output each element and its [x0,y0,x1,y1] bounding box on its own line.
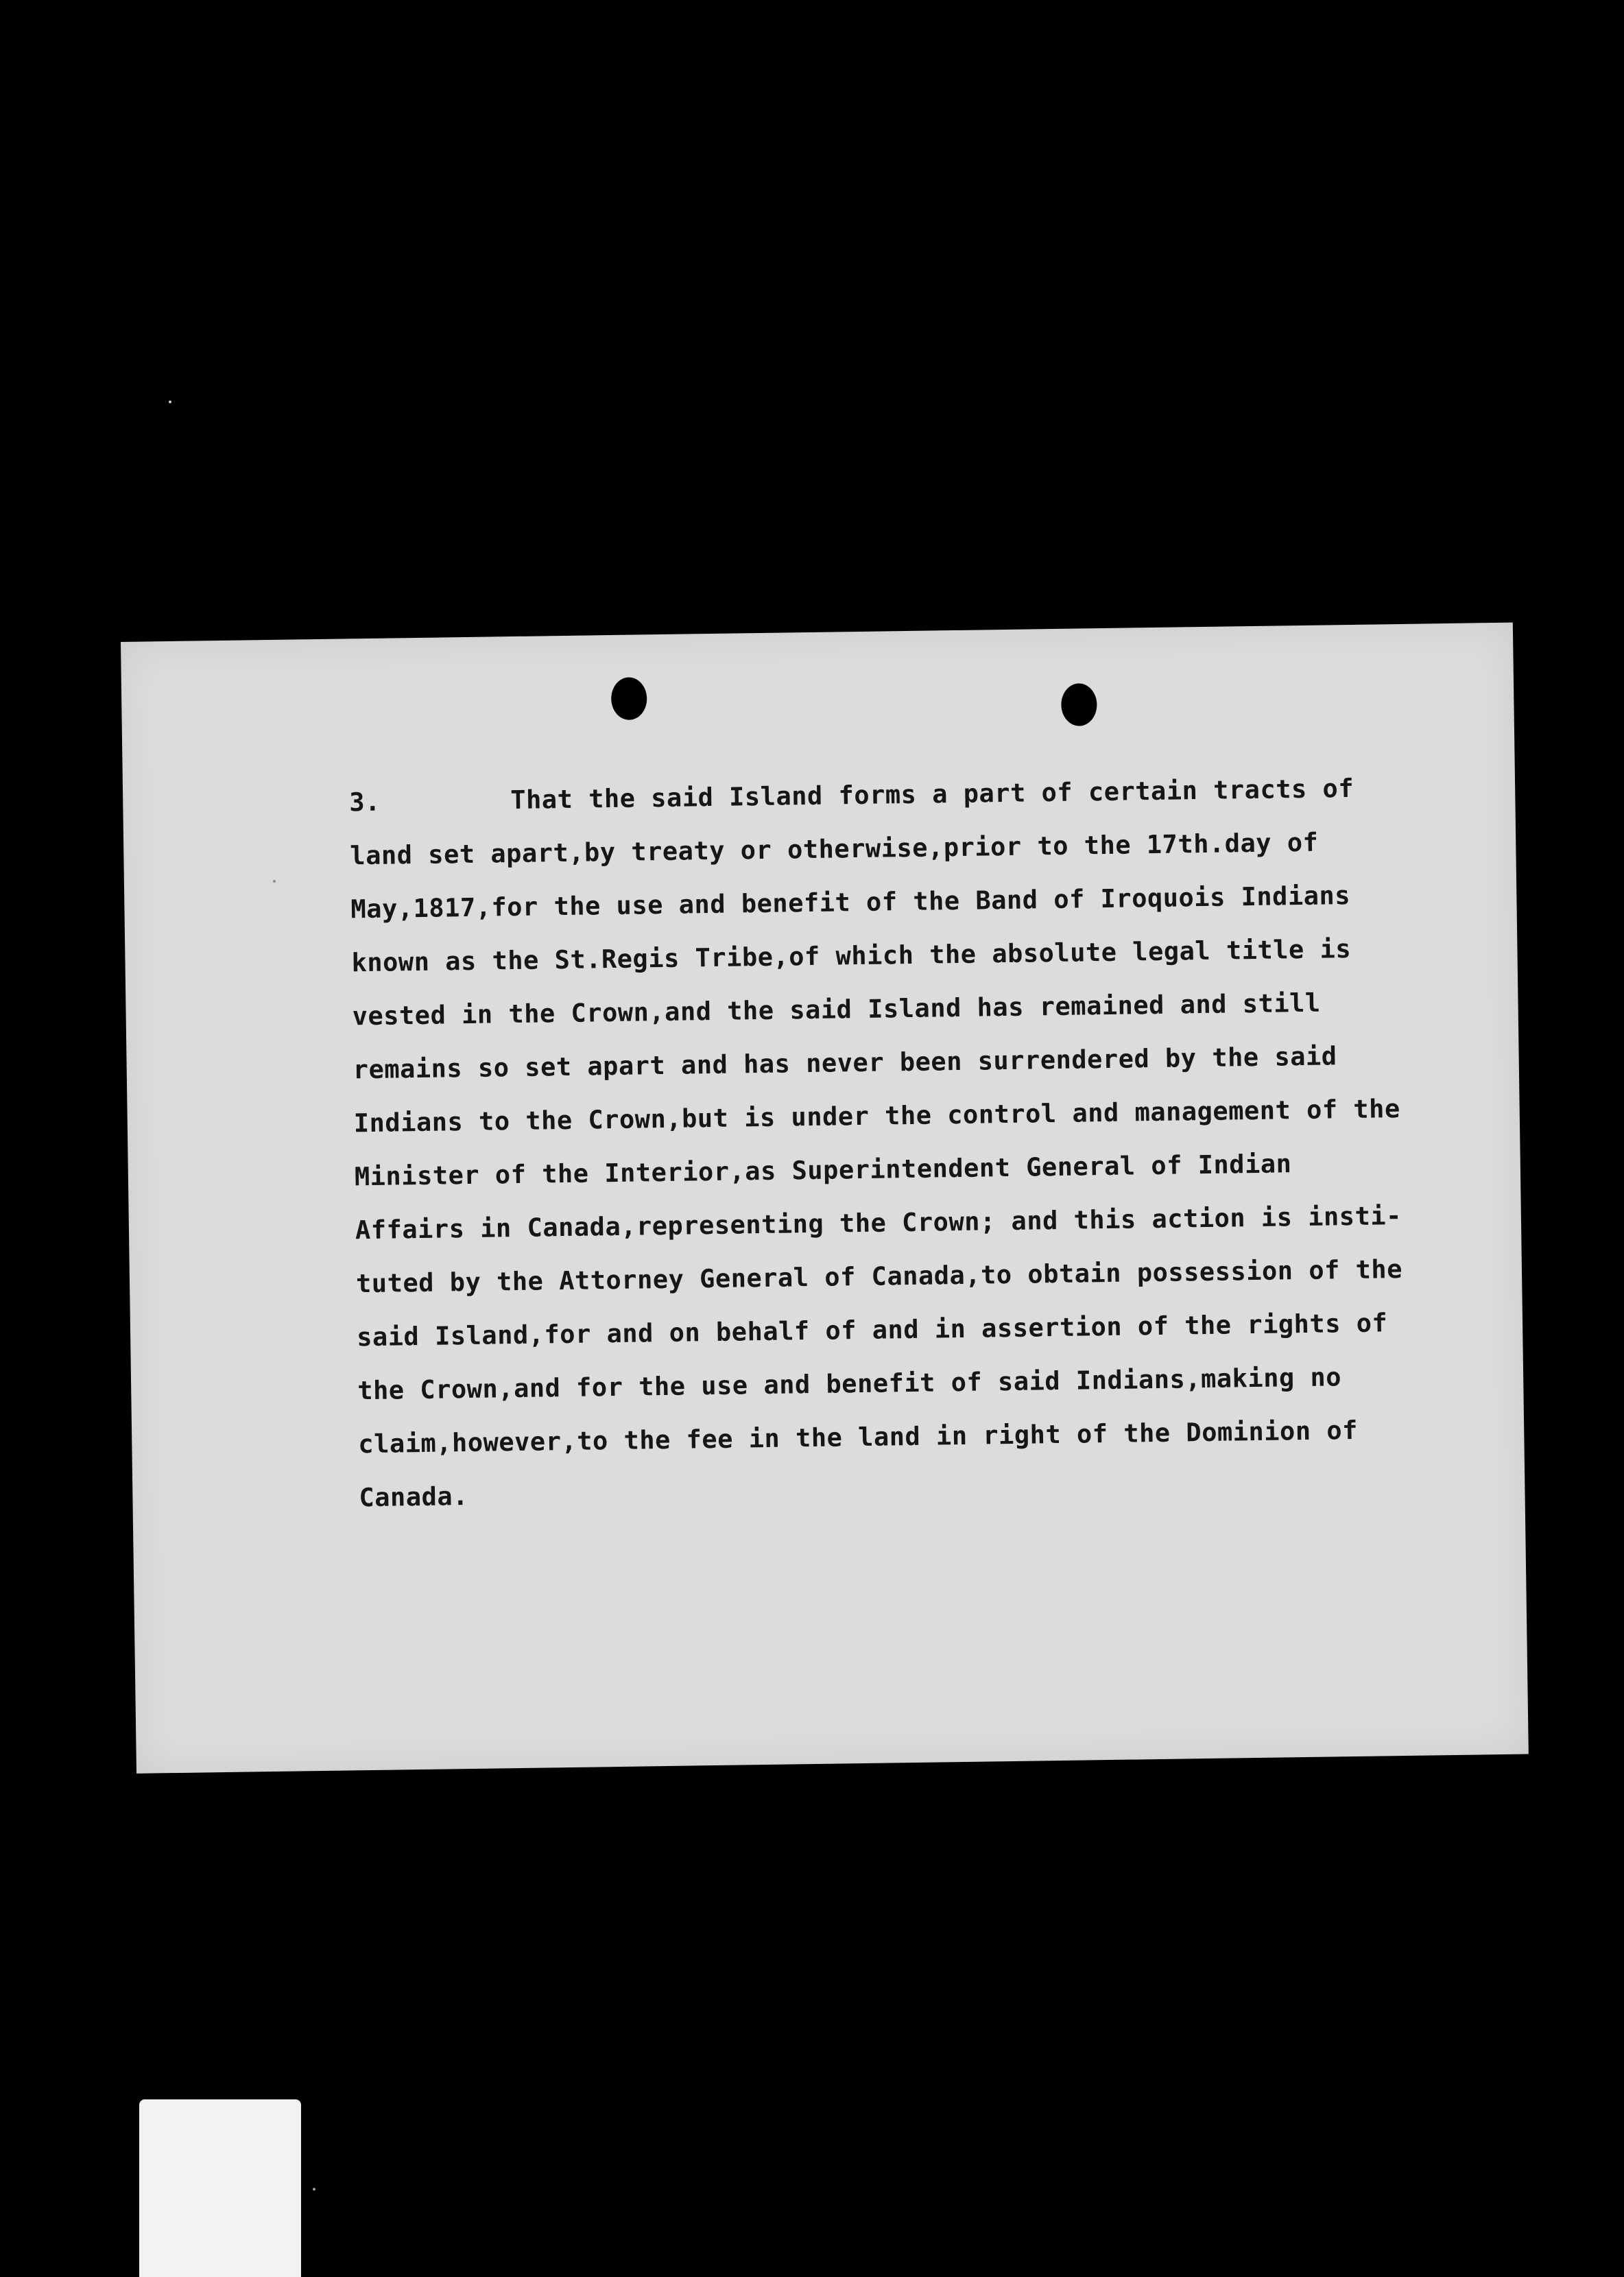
text-line: claim,however,to the fee in the land in right of the Dominion of [358,1415,1359,1459]
paragraph-number: 3. [348,787,381,818]
punch-hole-right [1061,683,1097,726]
text-line: known as the St.Regis Tribe,of which the absolute legal title is [351,933,1352,978]
text-line-content: That the said Island forms a part of certain tracts of [510,773,1354,815]
text-line: the Crown,and for the use and benefit of said Indians,making no [357,1362,1342,1406]
dust-speck [273,880,276,883]
text-line: remains so set apart and has never been surrendered by the said [353,1041,1337,1085]
text-line: land set apart,by treaty or otherwise,prior to the 17th.day of [350,827,1319,871]
dust-speck [313,2188,315,2191]
typed-sheet [121,623,1529,1774]
text-line: Minister of the Interior,as Superintendent General of Indian [354,1149,1292,1192]
text-line: vested in the Crown,and the said Island has remained and still [352,988,1321,1032]
text-line: Affairs in Canada,representing the Crown; and this action is insti- [355,1201,1402,1245]
text-line: tuted by the Attorney General of Canada,to obtain possession of the [355,1254,1403,1299]
text-line: said Island,for and on behalf of and in assertion of the rights of [356,1308,1388,1352]
punch-hole-left [611,677,647,720]
paper-stub [139,2099,301,2277]
text-line: May,1817,for the use and benefit of the Band of Iroquois Indians [350,881,1351,925]
text-line: Indians to the Crown,but is under the control and management of the [353,1094,1400,1138]
text-line: Canada. [359,1481,469,1513]
dust-speck [169,401,171,403]
paragraph-3 [349,761,1470,1525]
